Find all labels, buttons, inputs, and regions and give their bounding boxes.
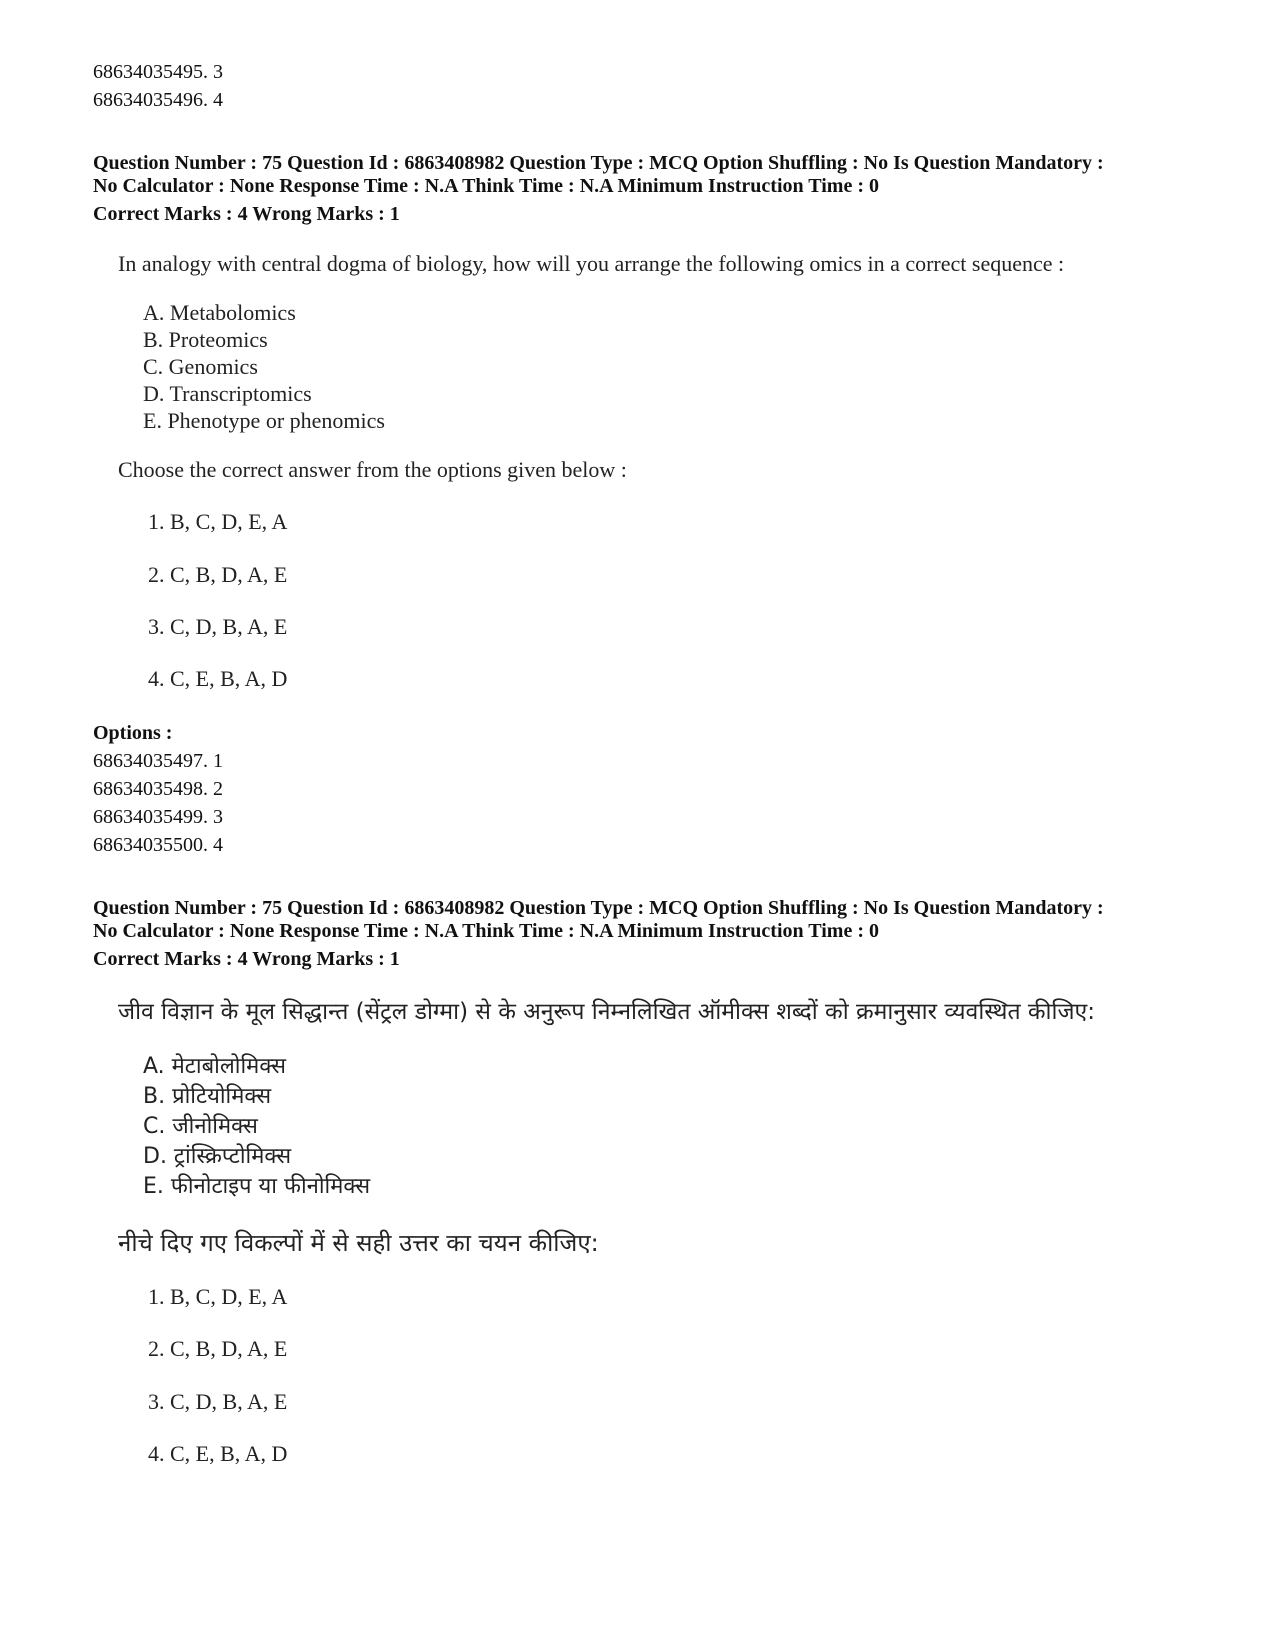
answer-choice: 3. C, D, B, A, E [148,1389,288,1414]
list-item: C. Genomics [143,354,258,379]
option-line: 68634035498. 2 [93,778,223,800]
list-item: C. जीनोमिक्स [143,1114,258,1139]
answer-choice: 3. C, D, B, A, E [148,614,288,639]
list-item: B. प्रोटियोमिक्स [143,1084,272,1109]
question-marks: Correct Marks : 4 Wrong Marks : 1 [93,948,400,970]
answer-choice: 1. B, C, D, E, A [148,509,288,534]
question-prompt: In analogy with central dogma of biology, how will you arrange the following omics in a correct sequence : [118,251,1065,276]
list-item: D. Transcriptomics [143,381,312,406]
answer-choice: 4. C, E, B, A, D [148,1441,288,1466]
list-item: A. Metabolomics [143,300,296,325]
option-line: 68634035500. 4 [93,834,223,856]
list-item: B. Proteomics [143,327,268,352]
answer-choice: 4. C, E, B, A, D [148,666,288,691]
question-instruction: Choose the correct answer from the options given below : [118,457,627,482]
option-line: 68634035496. 4 [93,89,223,111]
option-line: 68634035495. 3 [93,61,223,83]
options-heading: Options : [93,722,173,744]
question-meta-line2: No Calculator : None Response Time : N.A Think Time : N.A Minimum Instruction Time : 0 [93,920,879,942]
option-line: 68634035497. 1 [93,750,223,772]
question-meta-line1: Question Number : 75 Question Id : 6863408982 Question Type : MCQ Option Shuffling : No Is Question Mandatory : [93,897,1104,919]
question-prompt: जीव विज्ञान के मूल सिद्धान्त (सेंट्रल डोग्मा) से के अनुरूप निम्नलिखित ऑमीक्स शब्दों को क्रमानुसार व्यवस्थित कीजिए: [118,999,1095,1025]
question-meta-line1: Question Number : 75 Question Id : 6863408982 Question Type : MCQ Option Shuffling : No Is Question Mandatory : [93,152,1104,174]
question-marks: Correct Marks : 4 Wrong Marks : 1 [93,203,400,225]
question-meta-line2: No Calculator : None Response Time : N.A Think Time : N.A Minimum Instruction Time : 0 [93,175,879,197]
answer-choice: 1. B, C, D, E, A [148,1284,288,1309]
option-line: 68634035499. 3 [93,806,223,828]
question-instruction: नीचे दिए गए विकल्पों में से सही उत्तर का चयन कीजिए: [118,1229,599,1257]
list-item: A. मेटाबोलोमिक्स [143,1054,287,1079]
answer-choice: 2. C, B, D, A, E [148,1336,288,1361]
list-item: E. फीनोटाइप या फीनोमिक्स [143,1174,371,1199]
answer-choice: 2. C, B, D, A, E [148,562,288,587]
list-item: E. Phenotype or phenomics [143,408,385,433]
list-item: D. ट्रांस्क्रिप्टोमिक्स [143,1144,292,1169]
